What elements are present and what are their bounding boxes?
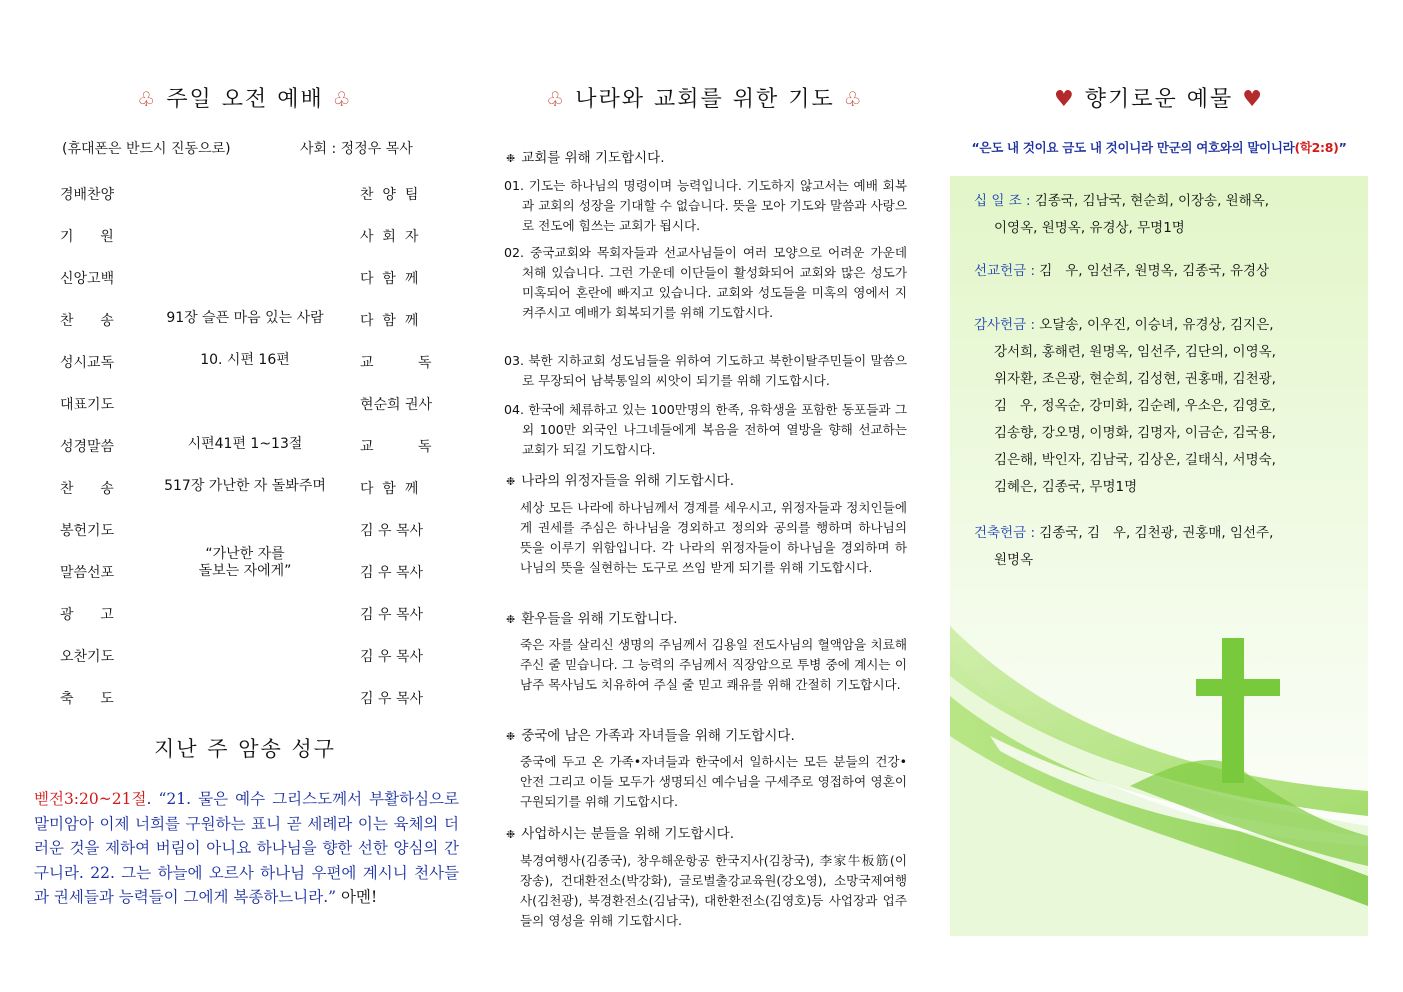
offering-names: 원명옥 — [994, 552, 1034, 568]
offering-names: 이영옥, 원명옥, 유경상, 무명1명 — [994, 220, 1185, 236]
offering-category: 감사헌금 : — [974, 317, 1036, 333]
offering-line — [974, 258, 1354, 285]
order-item: 봉헌기도 — [60, 523, 115, 539]
flower-bullet-icon: ❉ — [506, 613, 516, 626]
verse-reference: 벧전3:20~21절 — [34, 790, 147, 808]
memory-verse — [34, 787, 459, 910]
order-item: 성경말씀 — [60, 439, 115, 455]
offering-names: 김종국, 김남국, 현순희, 이장송, 원해옥, — [1030, 193, 1270, 209]
church-prayer-item: 02. 중국교회와 목회자들과 선교사님들이 여러 모양으로 어려운 가운데 처해 있습니다. 그런 가운데 이단들이 활성화되어 교회와 많은 성도가 미혹되어 혼란에 빠지고 있습니다. 교회와 성도들을 미혹의 영에서 지켜주시고 예배가 회복되기를 위해 기도합시다. — [504, 245, 907, 320]
offering-group — [974, 520, 1354, 574]
order-item: 찬 송 — [60, 481, 114, 497]
flower-bullet-icon: ❉ — [506, 475, 516, 488]
offering-names: 위자환, 조은광, 현순희, 김성현, 권홍매, 김천광, — [994, 371, 1276, 387]
offering-names: 김 우, 정옥순, 강미화, 김순례, 우소은, 김영호, — [994, 398, 1276, 414]
order-person: 다 함 께 — [360, 481, 419, 497]
order-item: 기 원 — [60, 229, 114, 245]
church-prayer-item: 04. 한국에 체류하고 있는 100만명의 한족, 유학생을 포함한 동포들과 그외 100만 외국인 나그네들에게 복음을 전하여 열방을 향해 선교하는 교회가 되길 기도합시다. — [504, 402, 907, 457]
offering-group — [974, 258, 1354, 285]
motto-reference: (학2:8) — [1294, 140, 1339, 155]
order-row — [30, 392, 460, 416]
order-person: 김 우 목사 — [360, 523, 423, 539]
prayer-heading — [500, 82, 910, 113]
offering-names: 강서희, 홍해련, 원명옥, 임선주, 김단의, 이영옥, — [994, 344, 1276, 360]
order-row — [30, 224, 460, 248]
worship-title: 주일 오전 예배 — [166, 87, 324, 112]
patients-prayer: 죽은 자를 살리신 생명의 주님께서 김용일 전도사님의 혈액암을 치료해 주신 줄 믿습니다. 그 능력의 주님께서 직장암으로 투병 중에 계시는 이남주 목사님도 치유하여 주실 줄 믿고 쾌유를 위해 간절히 기도합시다. — [520, 637, 907, 692]
order-item: 경배찬양 — [60, 187, 115, 203]
order-row — [30, 546, 460, 581]
order-item: 오찬기도 — [60, 649, 115, 665]
order-row — [30, 308, 460, 332]
church-prayer-item: 03. 북한 지하교회 성도님들을 위하여 기도하고 북한이탈주민들이 말씀으로 무장되어 남북통일의 씨앗이 되기를 위해 기도합시다. — [504, 353, 907, 388]
offering-column — [950, 0, 1368, 992]
phone-note: (휴대폰은 반드시 진동으로) — [62, 141, 231, 157]
order-row — [30, 644, 460, 668]
memory-heading: 지난 주 암송 성구 — [153, 737, 337, 761]
order-person: 김 우 목사 — [360, 649, 423, 665]
club-icon: ♧ — [332, 87, 353, 111]
offering-category: 건축헌금 : — [974, 525, 1036, 541]
prayer-title: 나라와 교회를 위한 기도 — [575, 87, 835, 112]
order-row — [30, 686, 460, 710]
prayer-section-heading: ❉ 사업하시는 분들을 위해 기도합시다. — [506, 826, 734, 842]
club-icon: ♧ — [843, 87, 864, 111]
verse-amen: 아멘! — [336, 888, 378, 906]
flower-bullet-icon: ❉ — [506, 730, 516, 743]
verse-text: . “21. 물은 예수 그리스도께서 부활하심으로 말미암아 이제 너희를 구원하는 표니 곧 세례라 이는 육체의 더러운 것을 제하여 버림이 아니요 하나님을 향한 선한 양심의 간구니라. 22. 그는 하늘에 오르사 하나님 우편에 계시니 천사들과 권세들과 능력들이 그에게 복종하느니라.” — [34, 790, 459, 906]
prayer-section-heading: ❉ 교회를 위해 기도합시다. — [506, 150, 665, 166]
business-prayer: 북경여행사(김종국), 창우해운항공 한국지사(김창국), 李家牛板筋(이장송), 건대환전소(박강화), 글로벌출강교육원(강오영), 소망국제여행사(김천광), 북경환전소(김남국), 대한환전소(김영호)등 사업장과 업주들의 영성을 위해 기도합시다. — [520, 853, 907, 928]
order-item: 말씀선포 — [60, 565, 115, 581]
order-row — [30, 434, 460, 458]
order-person: 교 독 — [360, 439, 432, 455]
offering-motto: “은도 내 것이요 금도 내 것이니라 만군의 여호와의 말이니라(학2:8)” — [971, 140, 1347, 155]
order-person: 다 함 께 — [360, 313, 419, 329]
offering-names: 김혜은, 김종국, 무명1명 — [994, 479, 1138, 495]
offering-line — [974, 188, 1354, 215]
order-detail: “가난한 자를 돌보는 자에게” — [198, 546, 292, 579]
prayer-column — [500, 0, 910, 992]
offering-group — [974, 312, 1354, 501]
order-row — [30, 182, 460, 206]
offering-group — [974, 188, 1354, 242]
families-prayer: 중국에 두고 온 가족•자녀들과 한국에서 일하시는 모든 분들의 건강•안전 그리고 이들 모두가 생명되신 예수님을 구세주로 영접하여 영혼이 구원되기를 위해 기도합시다. — [520, 754, 907, 809]
heart-icon: ♥ — [1242, 87, 1264, 112]
order-detail: 10. 시편 16편 — [200, 352, 290, 368]
order-detail: 시편41편 1~13절 — [187, 436, 303, 452]
offering-heading — [950, 82, 1368, 113]
prayer-section-heading: ❉ 중국에 남은 가족과 자녀들을 위해 기도합시다. — [506, 728, 795, 744]
order-detail: 517장 가난한 자 돌봐주며 — [164, 478, 326, 494]
church-prayer-item: 01. 기도는 하나님의 명령이며 능력입니다. 기도하지 않고서는 예배 회복과 교회의 성장을 기대할 수 없습니다. 뜻을 모아 기도와 말씀과 사랑으로 전도에 힘쓰는 교회가 됩시다. — [504, 178, 907, 233]
order-item: 광 고 — [60, 607, 114, 623]
offering-line — [974, 312, 1354, 339]
order-person: 김 우 목사 — [360, 607, 423, 623]
order-row — [30, 350, 460, 374]
heart-icon: ♥ — [1054, 87, 1076, 112]
order-person: 사 회 자 — [360, 229, 419, 245]
flower-bullet-icon: ❉ — [506, 152, 516, 165]
order-person: 찬 양 팀 — [360, 187, 419, 203]
offering-names: 오달송, 이우진, 이승녀, 유경상, 김지은, — [1035, 317, 1274, 333]
order-person: 다 함 께 — [360, 271, 419, 287]
offering-names: 김종국, 김 우, 김천광, 권홍매, 임선주, — [1035, 525, 1274, 541]
order-row — [30, 602, 460, 626]
offering-category: 십 일 조 : — [974, 193, 1031, 209]
order-item: 찬 송 — [60, 313, 114, 329]
club-icon: ♧ — [546, 87, 567, 111]
offering-line — [974, 520, 1354, 547]
order-item: 축 도 — [60, 691, 114, 707]
worship-heading — [30, 82, 460, 113]
order-row — [30, 518, 460, 542]
order-person: 교 독 — [360, 355, 432, 371]
offering-title: 향기로운 예물 — [1084, 87, 1234, 112]
order-item: 신앙고백 — [60, 271, 115, 287]
worship-column — [30, 0, 460, 992]
host-note: 사회 : 정정우 목사 — [300, 141, 413, 157]
order-row — [30, 266, 460, 290]
order-person: 김 우 목사 — [360, 691, 423, 707]
order-detail: 91장 슬픈 마음 있는 사람 — [166, 310, 324, 326]
offering-names: 김송향, 강오명, 이명화, 김명자, 이금순, 김국용, — [994, 425, 1276, 441]
offering-names: 김 우, 임선주, 원명옥, 김종국, 유경상 — [1035, 263, 1270, 279]
club-icon: ♧ — [137, 87, 158, 111]
order-person: 김 우 목사 — [360, 565, 423, 581]
order-person: 현순희 권사 — [360, 397, 433, 413]
offering-panel — [950, 176, 1368, 936]
offering-names: 김은해, 박인자, 김남국, 김상온, 길태식, 서명숙, — [994, 452, 1276, 468]
leaders-prayer: 세상 모든 나라에 하나님께서 경계를 세우시고, 위정자들과 정치인들에게 권세를 주심은 하나님을 경외하고 정의와 공의를 행하며 하나님의 뜻을 이루기 위함입니다. 각 나라의 위정자들이 하나님을 경외하며 하나님의 뜻을 실현하는 도구로 쓰임 받게 되기를 위해 기도합시다. — [520, 500, 907, 575]
order-item: 대표기도 — [60, 397, 115, 413]
flower-bullet-icon: ❉ — [506, 828, 516, 841]
offering-category: 선교헌금 : — [974, 263, 1036, 279]
order-item: 성시교독 — [60, 355, 115, 371]
prayer-section-heading: ❉ 나라의 위정자들을 위해 기도합시다. — [506, 473, 734, 489]
order-row — [30, 476, 460, 500]
prayer-section-heading: ❉ 환우들을 위해 기도합니다. — [506, 611, 678, 627]
